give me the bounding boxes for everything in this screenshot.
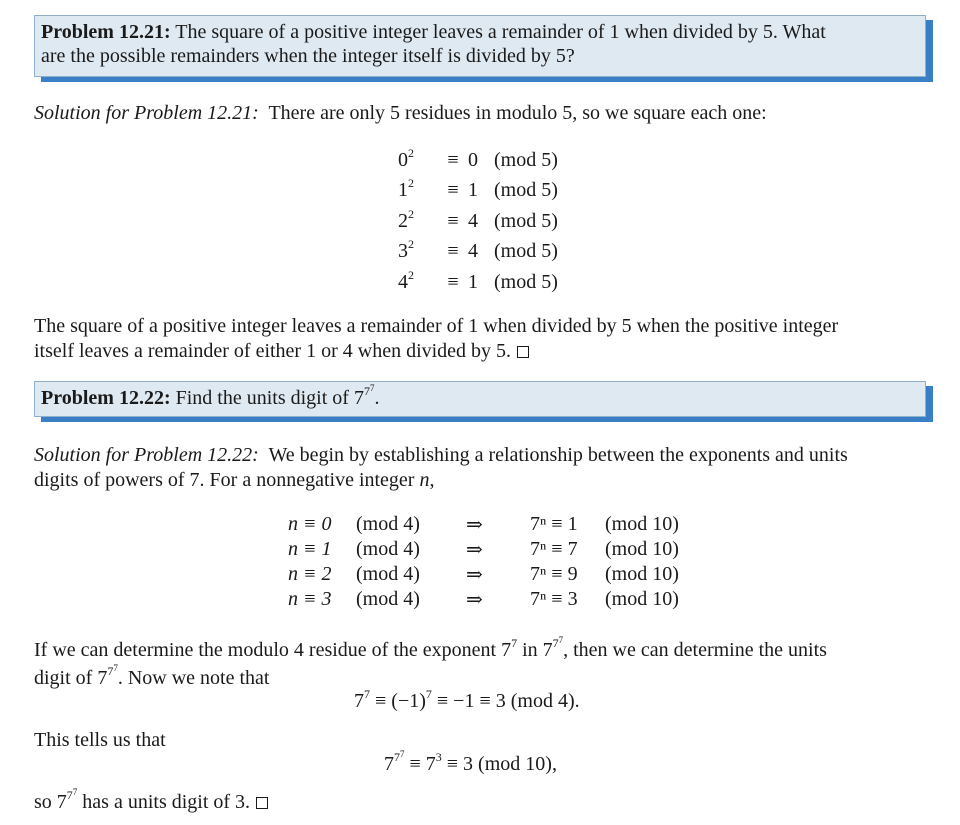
problem-label: Problem 12.22: [41, 387, 171, 409]
table-row: $2^2$ ≡ 4 (mod 5) [398, 206, 558, 232]
problem-12-21-box [34, 15, 926, 77]
qed-square-icon [256, 797, 268, 809]
table-row: $4^2$ ≡ 1 (mod 5) [398, 267, 558, 293]
problem-text-line2: are the possible remainders when the integer itself is divided by 5? [41, 45, 575, 67]
implies-arrow-icon: ⇒ [466, 564, 483, 586]
solution-intro-text: There are only 5 residues in modulo 5, so we square each one: [268, 102, 767, 124]
qed-square-icon [517, 346, 529, 358]
problem-text: Find the units digit of [175, 387, 354, 409]
table-row: $3^2$ ≡ 4 (mod 5) [398, 237, 558, 263]
problem-text-line1: The square of a positive integer leaves a remainder of 1 when divided by 5. What [175, 21, 826, 43]
problem-12-22-box: Problem 12.22: Find the units digit of $7^{7^7}$. [34, 381, 926, 417]
solution-12-22-para3: This tells us that [34, 729, 166, 751]
table-row: n ≡ 1 (mod 4) ⇒ 7ⁿ ≡ 7 (mod 10) [288, 538, 679, 561]
implies-arrow-icon: ⇒ [466, 589, 483, 611]
solution-12-21-intro [34, 101, 940, 126]
solution-12-22-para2: If we can determine the modulo 4 residue of the exponent $7^7$ in $7^{7^7}$, then we can determine the units digit of $7^{7^7}$. Now we note that [34, 635, 827, 689]
solution-12-22-intro: Solution for Problem 12.22: We begin by establishing a relationship between the exponents and units digits of powers of 7. For a nonnegative integer n, [34, 444, 848, 491]
problem-label: Problem 12.21: [41, 21, 171, 43]
solution-label: Solution for Problem 12.22: [34, 444, 259, 466]
table-row: n ≡ 0 (mod 4) ⇒ 7ⁿ ≡ 1 (mod 10) [288, 513, 679, 536]
table-row: $0^2$ ≡ 0 (mod 5) [398, 145, 558, 171]
equation-exponent-mod4: $7^7 \equiv (-1)^7 \equiv -1 \equiv 3$ (mod 4). [354, 687, 580, 712]
table-row: n ≡ 2 (mod 4) ⇒ 7ⁿ ≡ 9 (mod 10) [288, 563, 679, 586]
squares-mod5-table [398, 145, 558, 298]
table-row: n ≡ 3 (mod 4) ⇒ 7ⁿ ≡ 3 (mod 10) [288, 588, 679, 611]
solution-12-21-conclusion: The square of a positive integer leaves a remainder of 1 when divided by 5 when the positive integer itself leaves a remainder of either 1 or 4 when divided by 5. [34, 315, 839, 362]
solution-label: Solution for Problem 12.21: [34, 102, 259, 124]
implies-arrow-icon: ⇒ [466, 514, 483, 536]
solution-12-22-final: so $7^{7^7}$ has a units digit of 3. [34, 790, 940, 818]
implies-arrow-icon: ⇒ [466, 539, 483, 561]
equation-units-digit: $7^{7^7} \equiv 7^3 \equiv 3$ (mod 10), [384, 749, 557, 775]
table-row: $1^2$ ≡ 1 (mod 5) [398, 176, 558, 202]
powers-of-7-table [288, 512, 679, 612]
